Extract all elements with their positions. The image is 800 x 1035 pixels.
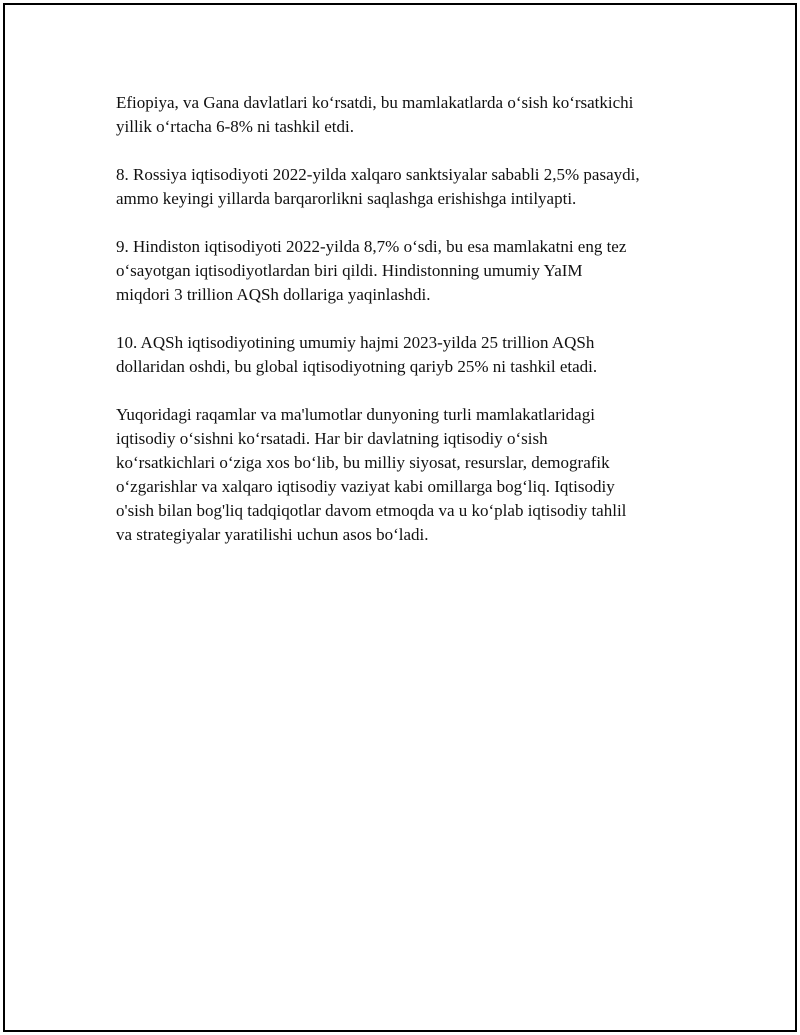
- document-body: [116, 91, 706, 571]
- paragraph-ethiopia-ghana: Efiopiya, va Gana davlatlari koʻrsatdi, bu mamlakatlarda oʻsish koʻrsatkichi yillik oʻrtacha 6-8% ni tashkil etdi.: [116, 93, 634, 136]
- paragraph-usa: 10. AQSh iqtisodiyotining umumiy hajmi 2023-yilda 25 trillion AQSh dollaridan oshdi, bu global iqtisodiyotning qariyb 25% ni tashkil etadi.: [116, 333, 598, 376]
- paragraph-conclusion: Yuqoridagi raqamlar va ma'lumotlar dunyoning turli mamlakatlaridagi iqtisodiy oʻsishni koʻrsatadi. Har bir davlatning iqtisodiy oʻsish koʻrsatkichlari oʻziga xos boʻlib, bu milliy siyosat, resurslar, demografik oʻzgarishlar va xalqaro iqtisodiy vaziyat kabi omillarga bogʻliq. Iqtisodiy o'sish bilan bog'liq tadqiqotlar davom etmoqda va u koʻplab iqtisodiy tahlil va strategiyalar yaratilishi uchun asos boʻladi.: [116, 405, 627, 544]
- paragraph-india: 9. Hindiston iqtisodiyoti 2022-yilda 8,7% oʻsdi, bu esa mamlakatni eng tez oʻsayotgan iqtisodiyotlardan biri qildi. Hindistonning umumiy YaIM miqdori 3 trillion AQSh dollariga yaqinlashdi.: [116, 237, 627, 304]
- paragraph-russia: 8. Rossiya iqtisodiyoti 2022-yilda xalqaro sanktsiyalar sababli 2,5% pasaydi, ammo keyingi yillarda barqarorlikni saqlashga erishishga intilyapti.: [116, 165, 640, 208]
